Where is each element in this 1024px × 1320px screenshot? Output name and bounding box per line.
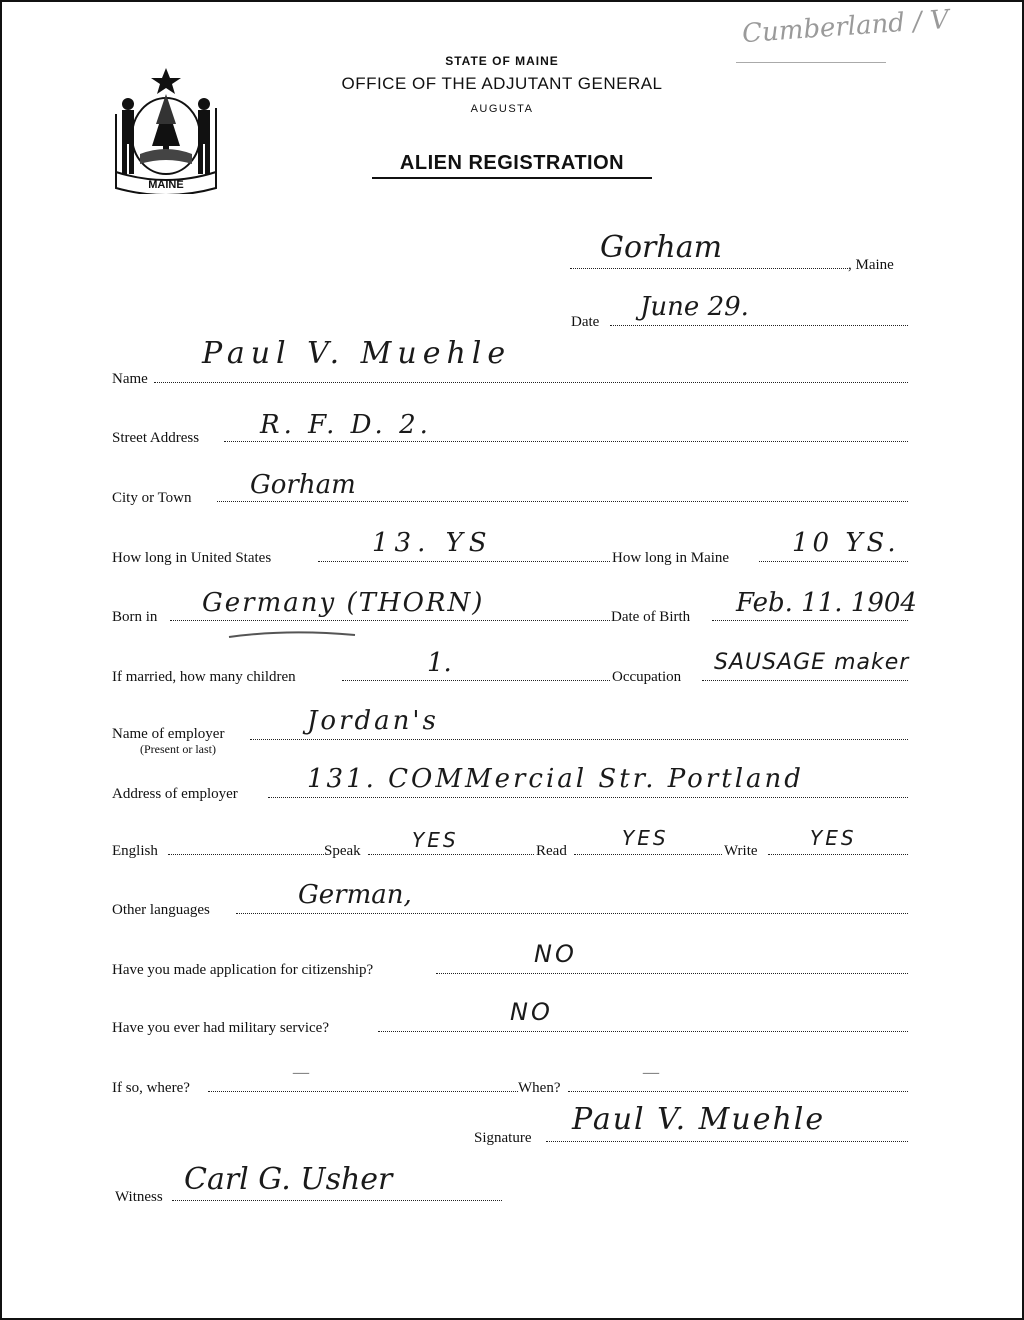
name-line [154,382,908,383]
dob-label: Date of Birth [611,609,691,625]
when-value: — [642,1062,660,1083]
children-label: If married, how many children [112,669,296,685]
speak-value: YES [412,828,459,852]
corner-note-text: Cumberland / V [741,4,950,50]
city-heading: AUGUSTA [470,103,534,115]
other-languages-line [236,913,908,914]
where-line [208,1091,518,1092]
corner-note [741,4,950,50]
children-value: 1. [427,648,452,678]
date-label: Date [571,314,600,330]
street-value: R. F. D. 2. [260,410,432,440]
witness-line [172,1200,502,1201]
english-label: English [112,843,158,859]
employer-value: Jordan's [307,706,439,736]
us-time-value: 13. YS [372,528,493,558]
employer-line [250,739,908,740]
other-languages-label: Other languages [112,902,210,918]
born-underline-scribble [227,627,357,643]
occupation-value: SAUSAGE maker [714,650,910,675]
state-heading: STATE OF MAINE [445,54,559,68]
city-line [217,501,908,502]
english-line [168,854,324,855]
where-label: If so, where? [112,1080,190,1096]
date-line [610,325,908,326]
where-value: — [292,1062,310,1083]
born-label: Born in [112,609,158,625]
write-value: YES [810,826,857,850]
write-label: Write [724,843,758,859]
employer-address-value: 131. COMMercial Str. Portland [307,764,804,794]
military-label: Have you ever had military service? [112,1020,329,1036]
maine-time-line [759,561,908,562]
read-label: Read [536,843,567,859]
citizenship-line [436,973,908,974]
town-suffix: , Maine [848,257,894,273]
write-line [768,854,908,855]
employer-address-label: Address of employer [112,786,238,802]
other-languages-value: German, [298,880,412,910]
name-label: Name [112,371,148,387]
signature-line [546,1141,908,1142]
street-label: Street Address [112,430,200,446]
citizenship-value: NO [534,940,577,968]
town-value: Gorham [600,230,723,265]
children-line [342,680,610,681]
dob-value: Feb. 11. 1904 [736,588,917,618]
office-heading: OFFICE OF THE ADJUTANT GENERAL [341,74,663,93]
read-line [574,854,722,855]
witness-value: Carl G. Usher [184,1162,393,1197]
born-line [170,620,610,621]
when-label: When? [518,1080,561,1096]
street-line [224,441,908,442]
when-line [568,1091,908,1092]
signature-label: Signature [474,1130,532,1146]
name-value: Paul V. Muehle [202,336,512,371]
speak-label: Speak [324,843,361,859]
occupation-line [702,680,908,681]
date-value: June 29. [640,292,749,322]
military-line [378,1031,908,1032]
citizenship-label: Have you made application for citizenship? [112,962,374,978]
maine-time-value: 10 YS. [792,528,900,558]
military-value: NO [510,998,553,1026]
occupation-label: Occupation [612,669,682,685]
born-value: Germany (THORN) [202,588,485,618]
speak-line [368,854,534,855]
us-time-line [318,561,610,562]
form-title: ALIEN REGISTRATION [372,152,652,179]
town-line [570,268,848,269]
signature-value: Paul V. Muehle [572,1102,826,1137]
seal-banner-text: MAINE [148,179,184,191]
witness-label: Witness [115,1189,163,1205]
city-label: City or Town [112,490,192,506]
employer-address-line [268,797,908,798]
city-value: Gorham [250,470,356,500]
employer-label: Name of employer [112,726,225,742]
maine-time-label: How long in Maine [612,550,730,566]
us-time-label: How long in United States [112,550,272,566]
read-value: YES [622,826,669,850]
dob-line [712,620,908,621]
employer-sublabel: (Present or last) [140,742,216,756]
